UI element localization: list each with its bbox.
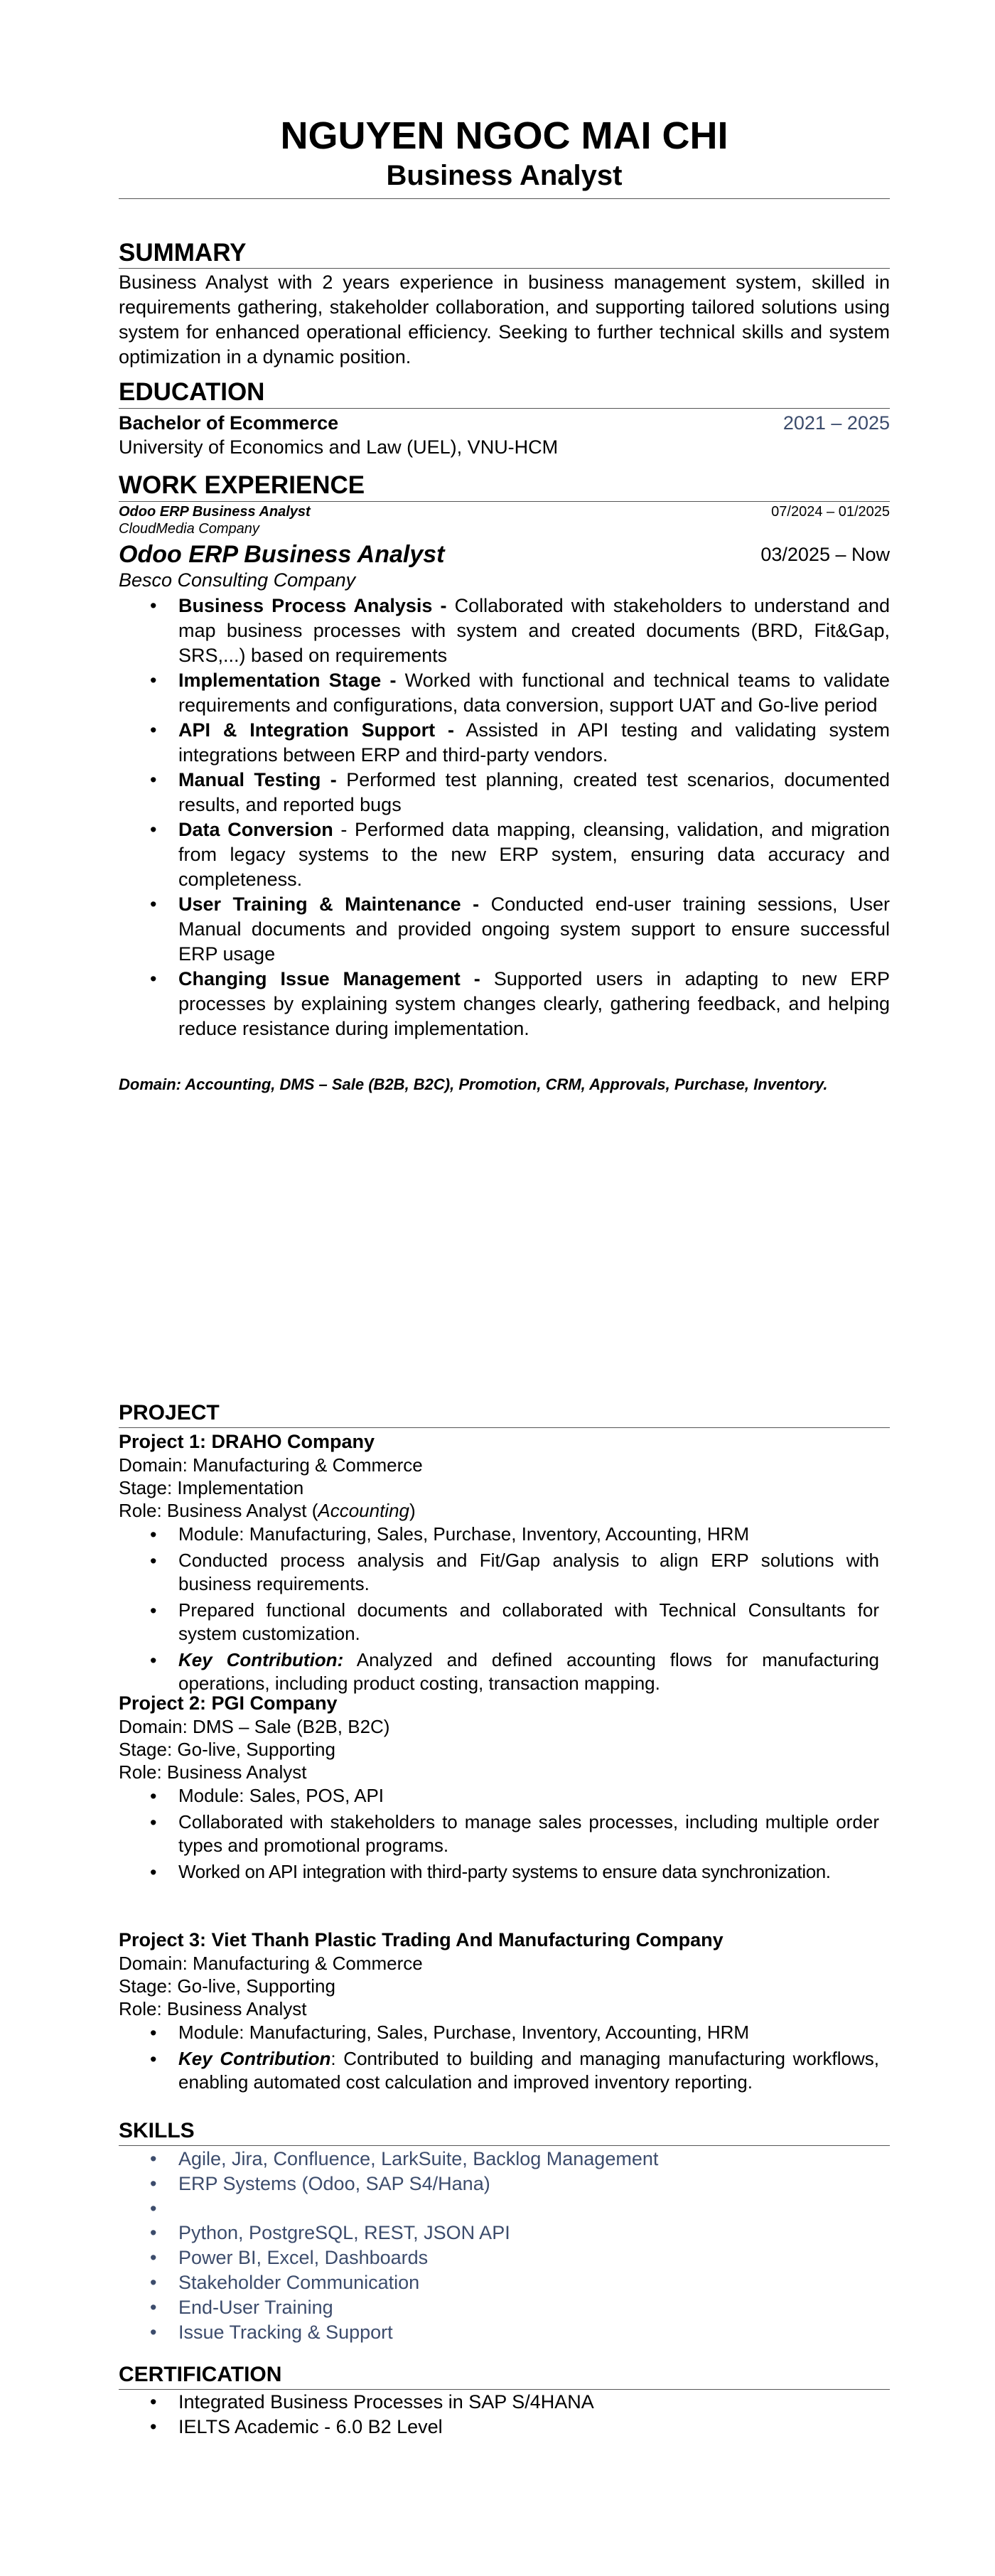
list-item <box>119 2196 890 2221</box>
list-item: • Conducted process analysis and Fit/Gap analysis to align ERP solutions with business requirements. <box>119 1549 879 1596</box>
list-item: • Business Process Analysis - Collaborated with stakeholders to understand and map business processes with system and created documents (BRD, Fit&Gap, SRS,...) based on requirements <box>119 594 890 668</box>
project-3-title: Project 3: Viet Thanh Plastic Trading And Manufacturing Company <box>119 1929 724 1950</box>
skills-heading: SKILLS <box>119 2119 195 2142</box>
project-1-stage: Stage: Implementation <box>119 1477 304 1498</box>
project-heading: PROJECT <box>119 1401 220 1424</box>
education-divider <box>119 408 890 409</box>
job-1-row <box>119 503 890 520</box>
certification-heading: CERTIFICATION <box>119 2363 282 2386</box>
certification-list <box>119 2390 890 2440</box>
list-item: • Manual Testing - Performed test planning, created test scenarios, documented results, and reported bugs <box>119 768 890 817</box>
project-divider <box>119 1427 890 1428</box>
list-item: • Key Contribution: Analyzed and defined accounting flows for manufacturing operations, including product costing, transaction mapping. <box>119 1648 879 1695</box>
list-item: • User Training & Maintenance - Conducted end-user training sessions, User Manual documents and provided ongoing system support to ensure successful ERP usage <box>119 892 890 967</box>
header-divider <box>119 198 890 199</box>
project-2-role: Role: Business Analyst <box>119 1761 307 1783</box>
summary-divider <box>119 268 890 269</box>
list-item: • Changing Issue Management - Supported users in adapting to new ERP processes by explaining system changes clearly, gathering feedback, and helping reduce resistance during implementation. <box>119 967 890 1041</box>
education-school: University of Economics and Law (UEL), VNU-HCM <box>119 436 559 458</box>
candidate-name: NGUYEN NGOC MAI CHI <box>280 114 728 157</box>
education-dates: 2021 – 2025 <box>782 412 890 434</box>
job-1-role: Odoo ERP Business Analyst <box>119 504 311 520</box>
list-item: • Issue Tracking & Support <box>119 2320 890 2345</box>
list-item: • Prepared functional documents and collaborated with Technical Consultants for system customization. <box>119 1599 879 1646</box>
project-2-stage: Stage: Go-live, Supporting <box>119 1739 335 1760</box>
list-item: • Python, PostgreSQL, REST, JSON API <box>119 2221 890 2245</box>
job-2-role: Odoo ERP Business Analyst <box>119 541 445 568</box>
experience-domain-note: Domain: Accounting, DMS – Sale (B2B, B2C), Promotion, CRM, Approvals, Purchase, Inventory. <box>119 1075 828 1093</box>
project-3-stage: Stage: Go-live, Supporting <box>119 1975 335 1997</box>
project-3-role: Role: Business Analyst <box>119 1998 307 2019</box>
list-item: • Power BI, Excel, Dashboards <box>119 2245 890 2270</box>
list-item: • Module: Manufacturing, Sales, Purchase, Inventory, Accounting, HRM <box>119 1523 879 1546</box>
summary-text: Business Analyst with 2 years experience in business management system, skilled in requirements gathering, stakeholder collaboration, and supporting tailored solutions using system for enhanced operational efficiency. Seeking to further technical skills and system optimization in a dynamic position. <box>119 272 890 367</box>
list-item: • Worked on API integration with third-party systems to ensure data synchronization. <box>119 1860 879 1884</box>
experience-heading: WORK EXPERIENCE <box>119 471 365 499</box>
list-item: • API & Integration Support - Assisted in API testing and validating system integrations between ERP and third-party vendors. <box>119 718 890 768</box>
experience-divider <box>119 501 890 502</box>
project-2-bullets <box>119 1784 879 1884</box>
project-2-title: Project 2: PGI Company <box>119 1692 338 1714</box>
job-2-row <box>119 540 890 569</box>
list-item: • Key Contribution: Contributed to building and managing manufacturing workflows, enabling automated cost calculation and improved inventory reporting. <box>119 2047 879 2094</box>
list-item: • Stakeholder Communication <box>119 2270 890 2295</box>
experience-bullets <box>119 594 890 1041</box>
education-row <box>119 411 890 436</box>
list-item: • Integrated Business Processes in SAP S/4HANA <box>119 2390 890 2415</box>
summary-heading: SUMMARY <box>119 239 247 267</box>
job-2-dates: 03/2025 – Now <box>760 544 890 565</box>
project-1-role: Role: Business Analyst (Accounting) <box>119 1500 416 1521</box>
list-item: • Implementation Stage - Worked with functional and technical teams to validate requirements and configurations, data conversion, support UAT and Go-live period <box>119 668 890 718</box>
skills-list <box>119 2147 890 2345</box>
list-item: • End-User Training <box>119 2295 890 2320</box>
project-1-domain: Domain: Manufacturing & Commerce <box>119 1454 423 1476</box>
candidate-title: Business Analyst <box>386 160 623 191</box>
list-item: • Module: Sales, POS, API <box>119 1784 879 1808</box>
job-1-dates: 07/2024 – 01/2025 <box>771 504 890 520</box>
list-item: • Module: Manufacturing, Sales, Purchase, Inventory, Accounting, HRM <box>119 2021 879 2044</box>
education-degree: Bachelor of Ecommerce <box>119 412 339 434</box>
project-3-bullets <box>119 2021 879 2094</box>
project-2-domain: Domain: DMS – Sale (B2B, B2C) <box>119 1716 390 1737</box>
project-1-bullets <box>119 1523 879 1695</box>
list-item: • Collaborated with stakeholders to manage sales processes, including multiple order types and promotional programs. <box>119 1810 879 1857</box>
project-1-title: Project 1: DRAHO Company <box>119 1431 375 1452</box>
list-item: • Data Conversion - Performed data mapping, cleansing, validation, and migration from legacy systems to the new ERP system, ensuring data accuracy and completeness. <box>119 817 890 892</box>
project-3-domain: Domain: Manufacturing & Commerce <box>119 1953 423 1974</box>
skills-divider <box>119 2145 890 2146</box>
list-item: • Agile, Jira, Confluence, LarkSuite, Backlog Management <box>119 2147 890 2172</box>
education-heading: EDUCATION <box>119 378 265 406</box>
list-item: • ERP Systems (Odoo, SAP S4/Hana) <box>119 2172 890 2196</box>
job-1-company: CloudMedia Company <box>119 521 259 537</box>
list-item: • IELTS Academic - 6.0 B2 Level <box>119 2415 890 2440</box>
job-2-company: Besco Consulting Company <box>119 569 356 591</box>
